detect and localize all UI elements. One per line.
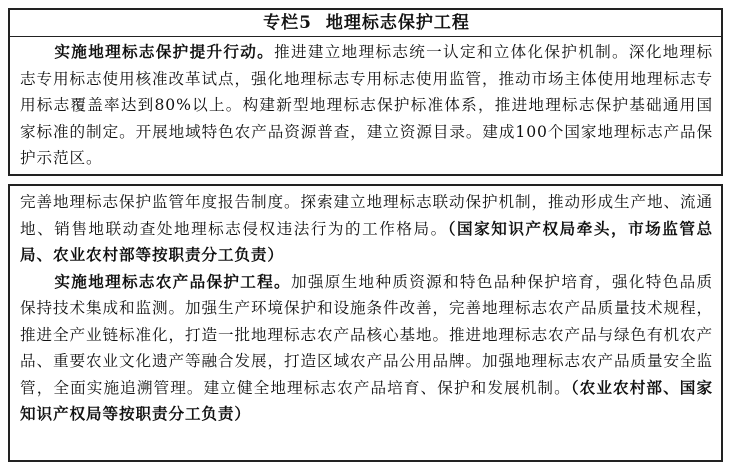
- column-title-text: 地理标志保护工程: [325, 13, 470, 33]
- paragraph-gi-agri-products: [10, 269, 721, 428]
- paragraph-gi-protection-upgrade: [10, 37, 721, 172]
- paragraph-lead-heading: 实施地理标志农产品保护工程。: [54, 271, 291, 291]
- responsibility-note: （农业农村部、国家知识产权局等按职责分工负责）: [20, 377, 713, 423]
- column-box-lower: [8, 184, 723, 462]
- paragraph-body: 加强原生地种质资源和特色品种保护培育，强化特色品质保持技术集成和监测。加强生产环境保护和设施条件改善，完善地理标志农产品质量技术规程，推进全产业链标准化，打造一批地理标志农产品核心基地。推进地理标志农产品与绿色有机农产品、重要农业文化遗产等融合发展，打造区域农产品公用品牌。加强地理标志农产品质量安全监管，全面实施追溯管理。建立健全地理标志农产品培育、保护和发展机制。: [20, 272, 713, 397]
- paragraph-continuation: [10, 186, 721, 269]
- responsibility-note: （国家知识产权局牵头，市场监管总局、农业农村部等按职责分工负责）: [20, 218, 713, 264]
- paragraph-continuation-body: 完善地理标志保护监管年度报告制度。探索建立地理标志联动保护机制，推动形成生产地、流通地、销售地联动查处地理标志侵权违法行为的工作格局。: [20, 193, 713, 238]
- paragraph-body: 推进建立地理标志统一认定和立体化保护机制。深化地理标志专用标志使用核准改革试点，强化地理标志专用标志使用监管，推动市场主体使用地理标志专用标志覆盖率达到80%以上。构建新型地理标志保护标准体系，推进地理标志保护基础通用国家标准的制定。开展地域特色农产品资源普查，建立资源目录。建成100个国家地理标志产品保护示范区。: [20, 43, 714, 167]
- column-box-upper: [8, 8, 723, 176]
- column-title: [10, 10, 721, 37]
- column-number: 专栏5: [263, 13, 312, 33]
- paragraph-lead-heading: 实施地理标志保护提升行动。: [54, 42, 275, 61]
